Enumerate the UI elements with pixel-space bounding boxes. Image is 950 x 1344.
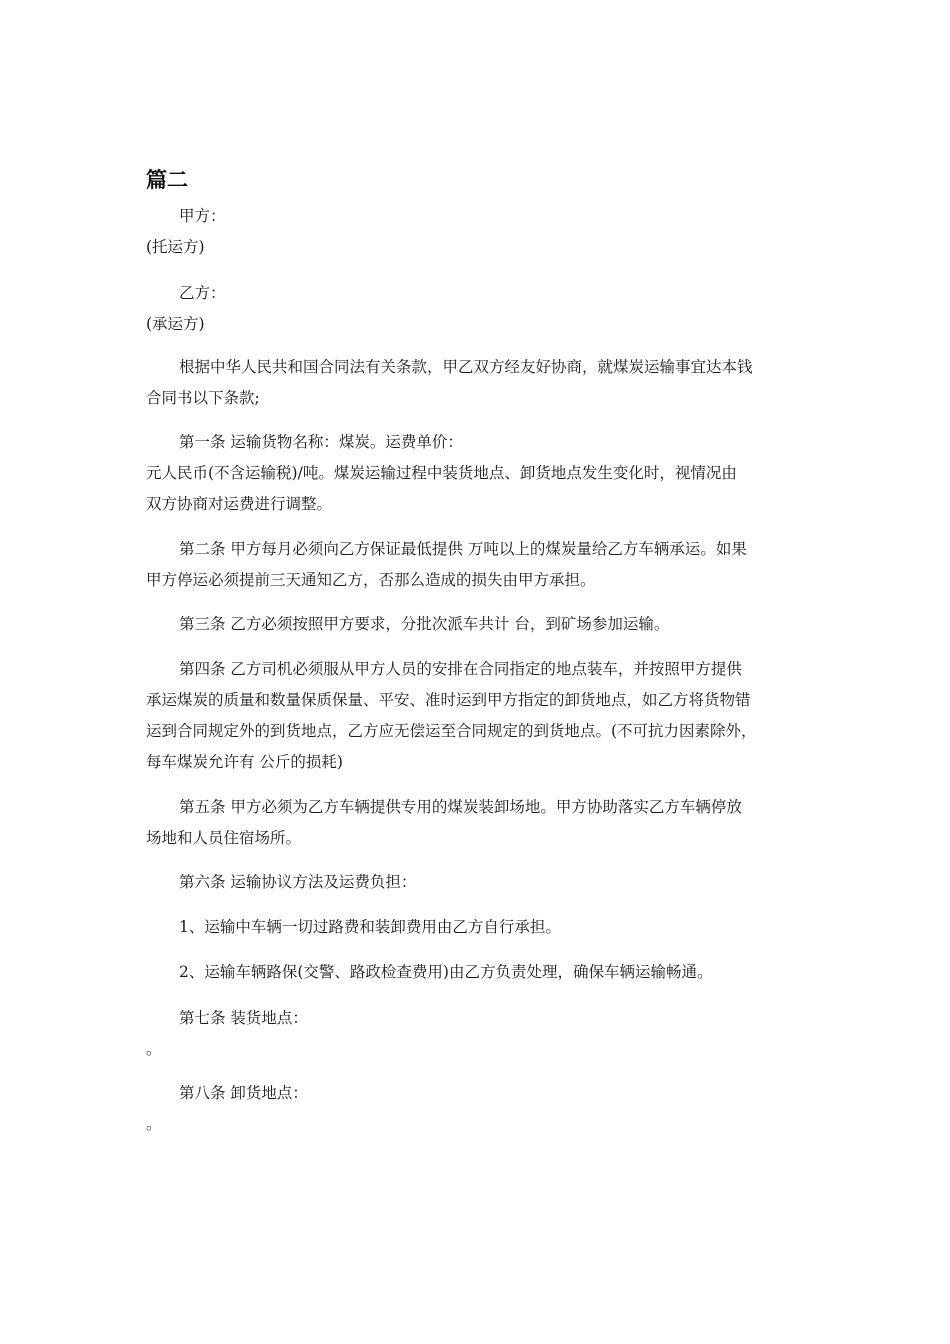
party-a-role: (托运方) [146,238,205,256]
preamble-line: 合同书以下条款; [146,389,260,407]
article-8 [146,1078,806,1140]
article-4-line: 运到合同规定外的到货地点，乙方应无偿运至合同规定的到货地点。(不可抗力因素除外， [146,722,757,740]
section-heading: 篇二 [146,168,188,192]
party-b-block [146,278,806,340]
article-5-line: 场地和人员住宿场所。 [146,829,302,847]
article-6-item-line: 2、运输车辆路保(交警、路政检查费用)由乙方负责处理，确保车辆运输畅通。 [179,963,713,981]
article-3 [146,609,806,640]
article-4-line: 承运煤炭的质量和数量保质保量、平安、准时运到甲方指定的卸货地点，如乙方将货物错 [146,691,751,709]
article-6-item-line: 1、运输中车辆一切过路费和装卸费用由乙方自行承担。 [179,918,561,936]
article-5 [146,792,806,854]
article-6-line: 第六条 运输协议方法及运费负担： [179,873,417,891]
article-4-line: 第四条 乙方司机必须服从甲方人员的安排在合同指定的地点装车，并按照甲方提供 [179,660,742,678]
preamble-line: 根据中华人民共和国合同法有关条款，甲乙双方经友好协商，就煤炭运输事宜达本钱 [179,358,753,376]
article-1-line: 双方协商对运费进行调整。 [146,495,333,513]
article-6-item-1 [146,912,806,943]
article-4-line: 每车煤炭允许有 公斤的损耗) [146,753,343,771]
article-7-line: 。 [146,1040,162,1058]
article-2-line: 甲方停运必须提前三天通知乙方，否那么造成的损失由甲方承担。 [146,571,596,589]
party-a-label: 甲方： [179,207,226,225]
article-1 [146,427,806,520]
article-1-line: 第一条 运输货物名称：煤炭。运费单价： [179,433,463,451]
article-4 [146,654,806,778]
party-b-role: (承运方) [146,315,205,333]
party-a-block [146,201,806,263]
article-1-line: 元人民币(不含运输税)/吨。煤炭运输过程中装货地点、卸货地点发生变化时，视情况由 [146,464,737,482]
article-7 [146,1003,806,1065]
article-6-item-2 [146,957,806,988]
article-7-line: 第七条 装货地点： [179,1009,308,1027]
preamble-paragraph [146,352,806,414]
article-8-line: 第八条 卸货地点： [179,1084,308,1102]
article-3-line: 第三条 乙方必须按照甲方要求，分批次派车共计 台，到矿场参加运输。 [179,615,670,633]
article-2 [146,534,806,596]
article-5-line: 第五条 甲方必须为乙方车辆提供专用的煤炭装卸场地。甲方协助落实乙方车辆停放 [179,798,742,816]
party-b-label: 乙方： [179,284,226,302]
article-2-line: 第二条 甲方每月必须向乙方保证最低提供 万吨以上的煤炭量给乙方车辆承运。如果 [179,540,747,558]
article-6 [146,867,806,898]
article-8-line: 。 [146,1115,162,1133]
